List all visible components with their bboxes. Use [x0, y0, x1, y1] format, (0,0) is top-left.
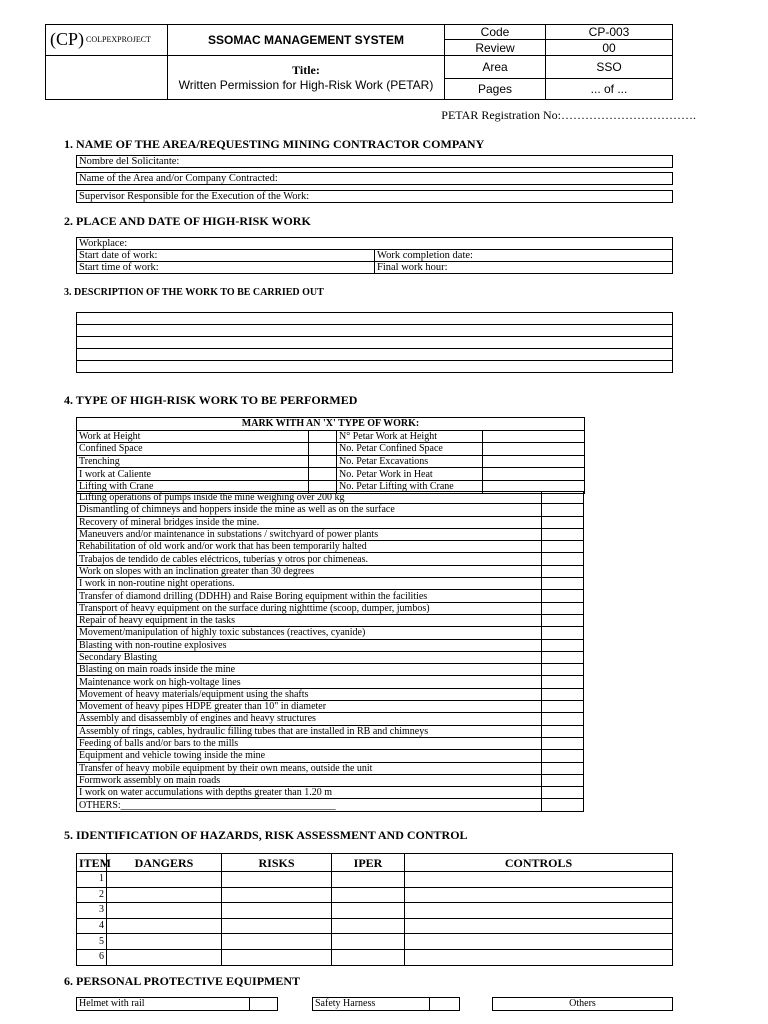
section-6-title: 6. PERSONAL PROTECTIVE EQUIPMENT — [64, 974, 301, 988]
start-time-field[interactable]: Start time of work: — [77, 262, 375, 274]
hazard-iper-cell[interactable] — [332, 903, 405, 919]
other-work-row — [77, 553, 584, 565]
other-work-checkbox[interactable] — [542, 688, 584, 700]
petar-number-label: No. Petar Excavations — [337, 455, 483, 468]
area-company-field[interactable]: Name of the Area and/or Company Contracted: — [77, 173, 673, 185]
title-value: Written Permission for High-Risk Work (PETAR) — [178, 77, 434, 92]
work-type-checkbox[interactable] — [309, 443, 337, 456]
code-value: CP-003 — [546, 25, 673, 40]
review-label: Review — [445, 40, 546, 55]
other-work-checkbox[interactable] — [542, 676, 584, 688]
other-work-label: Transfer of diamond drilling (DDHH) and Raise Boring equipment within the facilities — [77, 590, 542, 602]
other-work-label: Trabajos de tendido de cables eléctricos, tuberías y otros por chimeneas. — [77, 553, 542, 565]
document-header — [45, 24, 673, 100]
title-label: Title: — [292, 62, 320, 77]
hazard-controls-cell[interactable] — [405, 918, 673, 934]
other-work-checkbox[interactable] — [542, 553, 584, 565]
other-work-label: Secondary Blasting — [77, 651, 542, 663]
section-1-table-2 — [76, 172, 673, 185]
other-work-checkbox[interactable] — [542, 516, 584, 528]
supervisor-field[interactable]: Supervisor Responsible for the Execution of the Work: — [77, 191, 673, 203]
other-work-row — [77, 664, 584, 676]
petar-number-field[interactable] — [483, 468, 585, 481]
other-work-checkbox[interactable] — [542, 504, 584, 516]
ppe-helmet-label: Helmet with rail — [77, 998, 250, 1011]
hazard-item-number: 3 — [77, 903, 107, 919]
ppe-spacer — [460, 998, 493, 1011]
other-work-label: Blasting on main roads inside the mine — [77, 664, 542, 676]
other-work-checkbox[interactable] — [542, 762, 584, 774]
hazard-danger-cell[interactable] — [107, 949, 222, 965]
completion-date-field[interactable]: Work completion date: — [375, 250, 673, 262]
other-work-row — [77, 737, 584, 749]
other-work-label: I work in non-routine night operations. — [77, 578, 542, 590]
hazard-item-number: 1 — [77, 872, 107, 888]
other-work-checkbox[interactable] — [542, 614, 584, 626]
other-work-label: Work on slopes with an inclination greater than 30 degrees — [77, 565, 542, 577]
hazard-controls-cell[interactable] — [405, 887, 673, 903]
description-line[interactable] — [77, 325, 673, 337]
description-line[interactable] — [77, 361, 673, 373]
hazard-danger-cell[interactable] — [107, 934, 222, 950]
hazard-controls-cell[interactable] — [405, 872, 673, 888]
other-work-checkbox[interactable] — [542, 750, 584, 762]
other-work-label: Maneuvers and/or maintenance in substations / switchyard of power plants — [77, 528, 542, 540]
other-work-checkbox[interactable] — [542, 651, 584, 663]
other-work-row — [77, 750, 584, 762]
system-name: SSOMAC MANAGEMENT SYSTEM — [168, 25, 445, 56]
logo-text: COLPEXPROJECT — [86, 35, 151, 45]
other-work-row — [77, 713, 584, 725]
description-line[interactable] — [77, 349, 673, 361]
other-work-checkbox[interactable] — [542, 565, 584, 577]
registration-number[interactable]: PETAR Registration No:……………………………. — [441, 108, 696, 122]
description-table — [76, 312, 673, 373]
work-type-label: Confined Space — [77, 443, 309, 456]
other-work-checkbox[interactable] — [542, 578, 584, 590]
other-work-checkbox[interactable] — [542, 701, 584, 713]
hazard-iper-cell[interactable] — [332, 872, 405, 888]
review-value: 00 — [546, 40, 673, 55]
petar-number-label: No. Petar Lifting with Crane — [337, 480, 483, 493]
ppe-spacer — [278, 998, 313, 1011]
code-label: Code — [445, 25, 546, 40]
other-work-row — [77, 701, 584, 713]
other-work-checkbox[interactable] — [542, 664, 584, 676]
hazard-iper-cell[interactable] — [332, 949, 405, 965]
hazard-iper-cell[interactable] — [332, 934, 405, 950]
hazard-risk-cell[interactable] — [222, 934, 332, 950]
header-controls: CONTROLS — [405, 854, 673, 872]
other-work-label: Repair of heavy equipment in the tasks — [77, 614, 542, 626]
pages-label: Pages — [445, 79, 546, 100]
other-work-row — [77, 639, 584, 651]
section-3-title: 3. DESCRIPTION OF THE WORK TO BE CARRIED OUT — [64, 287, 324, 298]
ppe-harness-label: Safety Harness — [313, 998, 430, 1011]
other-work-checkbox[interactable] — [542, 639, 584, 651]
other-work-checkbox[interactable] — [542, 725, 584, 737]
final-hour-field[interactable]: Final work hour: — [375, 262, 673, 274]
other-work-row — [77, 799, 584, 811]
hazard-risk-cell[interactable] — [222, 949, 332, 965]
other-work-checkbox[interactable] — [542, 492, 584, 504]
other-work-row — [77, 602, 584, 614]
other-work-row — [77, 492, 584, 504]
other-work-label: Blasting with non-routine explosives — [77, 639, 542, 651]
other-work-row — [77, 774, 584, 786]
work-type-checkbox[interactable] — [309, 468, 337, 481]
logo-mark-icon: (CP) — [50, 29, 85, 50]
hazard-risk-cell[interactable] — [222, 918, 332, 934]
other-work-row — [77, 651, 584, 663]
hazard-danger-cell[interactable] — [107, 887, 222, 903]
ppe-helmet-checkbox[interactable] — [250, 998, 278, 1011]
other-work-label: OTHERS:___________________________________________ — [77, 799, 542, 811]
description-line[interactable] — [77, 337, 673, 349]
hazard-risk-cell[interactable] — [222, 903, 332, 919]
hazard-table — [76, 853, 673, 966]
other-work-label: Movement of heavy pipes HDPE greater than 10" in diameter — [77, 701, 542, 713]
work-type-label: Work at Height — [77, 430, 309, 443]
other-work-row — [77, 762, 584, 774]
other-work-label: Dismantling of chimneys and hoppers inside the mine as well as on the surface — [77, 504, 542, 516]
hazard-controls-cell[interactable] — [405, 949, 673, 965]
logo-blank — [46, 55, 168, 99]
other-work-row — [77, 516, 584, 528]
other-work-checkbox[interactable] — [542, 713, 584, 725]
other-work-checkbox[interactable] — [542, 528, 584, 540]
petar-number-label: No. Petar Confined Space — [337, 443, 483, 456]
header-item: ITEM — [77, 854, 107, 872]
other-work-row — [77, 725, 584, 737]
petar-number-field[interactable] — [483, 430, 585, 443]
other-work-row — [77, 541, 584, 553]
hazard-danger-cell[interactable] — [107, 872, 222, 888]
other-work-label: Assembly and disassembly of engines and heavy structures — [77, 713, 542, 725]
hazard-iper-cell[interactable] — [332, 887, 405, 903]
work-type-label: I work at Caliente — [77, 468, 309, 481]
other-work-label: I work on water accumulations with depths greater than 1.20 m — [77, 787, 542, 799]
ppe-others-label: Others — [493, 998, 673, 1011]
other-work-row — [77, 614, 584, 626]
start-date-field[interactable]: Start date of work: — [77, 250, 375, 262]
hazard-row — [77, 903, 673, 919]
hazard-item-number: 4 — [77, 918, 107, 934]
logo-mark-text: CP — [56, 29, 79, 50]
other-work-label: Recovery of mineral bridges inside the mine. — [77, 516, 542, 528]
other-work-row — [77, 590, 584, 602]
other-work-label: Assembly of rings, cables, hydraulic filling tubes that are installed in RB and chimneys — [77, 725, 542, 737]
header-dangers: DANGERS — [107, 854, 222, 872]
section-1-title: 1. NAME OF THE AREA/REQUESTING MINING CONTRACTOR COMPANY — [64, 137, 485, 151]
pages-value: ... of ... — [546, 79, 673, 100]
title-cell — [168, 55, 445, 99]
other-work-label: Rehabilitation of old work and/or work that has been temporarily halted — [77, 541, 542, 553]
work-type-label: Trenching — [77, 455, 309, 468]
hazard-risk-cell[interactable] — [222, 887, 332, 903]
work-type-checkbox[interactable] — [309, 455, 337, 468]
petar-number-field[interactable] — [483, 443, 585, 456]
hazard-item-number: 5 — [77, 934, 107, 950]
other-work-checkbox[interactable] — [542, 799, 584, 811]
requester-name-field[interactable]: Nombre del Solicitante: — [77, 156, 673, 168]
petar-number-label: No. Petar Work in Heat — [337, 468, 483, 481]
other-work-label: Transport of heavy equipment on the surface during nighttime (scoop, dumper, jumbos) — [77, 602, 542, 614]
hazard-danger-cell[interactable] — [107, 918, 222, 934]
other-work-checkbox[interactable] — [542, 590, 584, 602]
hazard-item-number: 6 — [77, 949, 107, 965]
other-work-checkbox[interactable] — [542, 541, 584, 553]
work-type-table — [76, 417, 585, 494]
hazard-controls-cell[interactable] — [405, 934, 673, 950]
work-type-checkbox[interactable] — [309, 430, 337, 443]
other-work-row — [77, 578, 584, 590]
hazard-danger-cell[interactable] — [107, 903, 222, 919]
section-5-title: 5. IDENTIFICATION OF HAZARDS, RISK ASSESSMENT AND CONTROL — [64, 828, 468, 842]
other-work-label: Equipment and vehicle towing inside the mine — [77, 750, 542, 762]
other-work-label: Transfer of heavy mobile equipment by their own means, outside the unit — [77, 762, 542, 774]
hazard-row — [77, 918, 673, 934]
ppe-harness-checkbox[interactable] — [430, 998, 460, 1011]
other-works-table — [76, 491, 584, 812]
other-work-label: Feeding of balls and/or bars to the mills — [77, 737, 542, 749]
petar-number-label: N° Petar Work at Height — [337, 430, 483, 443]
other-work-checkbox[interactable] — [542, 602, 584, 614]
hazard-row — [77, 887, 673, 903]
hazard-item-number: 2 — [77, 887, 107, 903]
other-work-row — [77, 504, 584, 516]
other-work-checkbox[interactable] — [542, 787, 584, 799]
other-work-checkbox[interactable] — [542, 627, 584, 639]
ppe-table — [76, 997, 673, 1011]
hazard-row — [77, 872, 673, 888]
petar-number-field[interactable] — [483, 455, 585, 468]
section-2-table — [76, 237, 673, 274]
other-work-label: Maintenance work on high-voltage lines — [77, 676, 542, 688]
section-2-title: 2. PLACE AND DATE OF HIGH-RISK WORK — [64, 214, 311, 228]
work-type-header: MARK WITH AN 'X' TYPE OF WORK: — [77, 418, 585, 431]
header-risks: RISKS — [222, 854, 332, 872]
header-iper: IPER — [332, 854, 405, 872]
hazard-row — [77, 949, 673, 965]
other-work-label: Movement of heavy materials/equipment using the shafts — [77, 688, 542, 700]
hazard-controls-cell[interactable] — [405, 903, 673, 919]
work-type-label: Lifting with Crane — [77, 480, 309, 493]
other-work-checkbox[interactable] — [542, 737, 584, 749]
area-label: Area — [445, 55, 546, 79]
other-work-row — [77, 565, 584, 577]
other-work-checkbox[interactable] — [542, 774, 584, 786]
workplace-field[interactable]: Workplace: — [77, 238, 673, 250]
other-work-label: Lifting operations of pumps inside the mine weighing over 200 kg — [77, 492, 542, 504]
other-work-row — [77, 676, 584, 688]
section-1-table-3 — [76, 190, 673, 203]
other-work-row — [77, 528, 584, 540]
hazard-row — [77, 934, 673, 950]
other-work-label: Movement/manipulation of highly toxic substances (reactives, cyanide) — [77, 627, 542, 639]
other-work-row — [77, 787, 584, 799]
other-work-row — [77, 627, 584, 639]
other-work-row — [77, 688, 584, 700]
description-line[interactable] — [77, 313, 673, 325]
other-work-label: Formwork assembly on main roads — [77, 774, 542, 786]
hazard-iper-cell[interactable] — [332, 918, 405, 934]
area-value: SSO — [546, 55, 673, 79]
hazard-risk-cell[interactable] — [222, 872, 332, 888]
logo — [46, 25, 168, 56]
section-1-table — [76, 155, 673, 168]
section-4-title: 4. TYPE OF HIGH-RISK WORK TO BE PERFORMED — [64, 393, 358, 407]
